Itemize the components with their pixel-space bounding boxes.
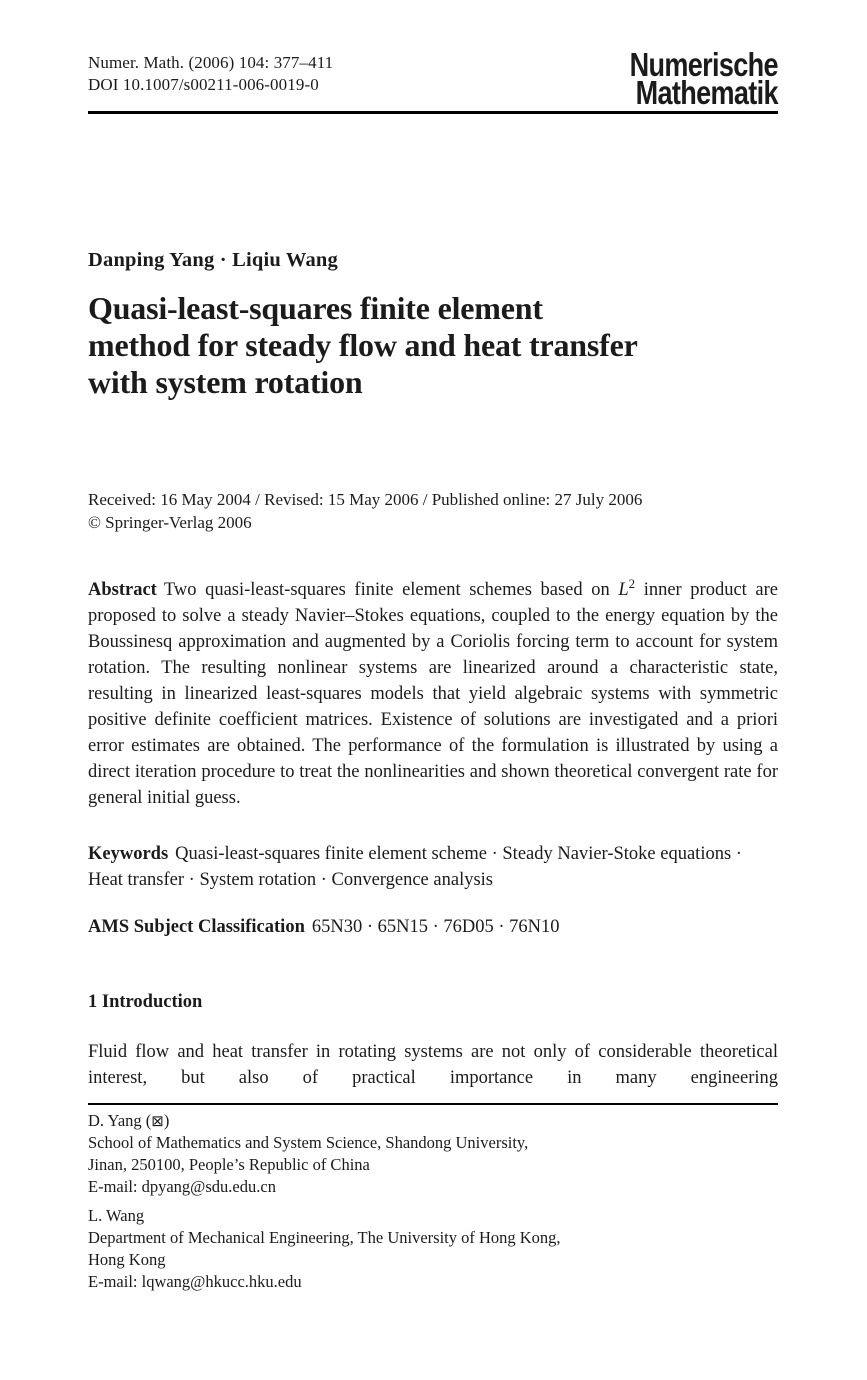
article-title-line1: Quasi-least-squares finite element: [88, 290, 543, 326]
article-title: [88, 290, 788, 401]
math-superscript-2: 2: [628, 575, 636, 591]
journal-logo-line1: Numerische: [629, 46, 778, 83]
abstract-paragraph: [88, 577, 778, 811]
ams-codes: 65N30 · 65N15 · 76D05 · 76N10: [311, 917, 560, 937]
footnote-affiliation-line: Department of Mechanical Engineering, The University of Hong Kong,: [88, 1228, 561, 1247]
section-1-paragraph: Fluid flow and heat transfer in rotating systems are not only of considerable theoretical interest, but also of practical importance in many engineering: [88, 1042, 778, 1088]
article-title-line3: with system rotation: [88, 364, 363, 400]
footnote-author-line: [88, 1110, 528, 1132]
abstract-label: Abstract: [88, 580, 157, 600]
section-1-heading: 1 Introduction: [88, 992, 203, 1012]
doi-line: DOI 10.1007/s00211-006-0019-0: [88, 75, 319, 94]
footnote-address-line: Jinan, 250100, People’s Republic of China: [88, 1155, 370, 1174]
keywords-label: Keywords: [88, 844, 169, 864]
footnote-email-line: E-mail: lqwang@hkucc.hku.edu: [88, 1272, 302, 1291]
journal-citation: Numer. Math. (2006) 104: 377–411: [88, 53, 334, 72]
keywords-text: Quasi-least-squares finite element scheme · Steady Navier-Stoke equations · Heat transfer · System rotation · Convergence analysis: [88, 844, 742, 890]
masthead-citation-block: [88, 52, 333, 96]
abstract-text-after-math: inner product are proposed to solve a steady Navier–Stokes equations, coupled to the energy equation by the Boussinesq approximation and augmented by a Coriolis forcing term to account for system rotation. The resulting nonlinear systems are linearized around a characteristic state, resulting in linearized least-squares models that yield algebraic systems with symmetric positive definite coefficient matrices. Existence of solutions are investigated and a priori error estimates are obtained. The performance of the formulation is illustrated by using a direct iteration procedure to treat the nonlinearities and shown theoretical convergent rate for general initial guess.: [88, 580, 779, 808]
journal-logo-line2: Mathematik: [635, 74, 778, 111]
footnote-corresponding-author: [88, 1110, 528, 1198]
footnote-affiliation-line: School of Mathematics and System Science, Shandong University,: [88, 1133, 529, 1152]
footnote-address-line: Hong Kong: [88, 1250, 166, 1269]
footnote-email-line: E-mail: dpyang@sdu.edu.cn: [88, 1177, 276, 1196]
footnote-author-name: L. Wang: [88, 1206, 145, 1225]
abstract-text-before-math: Two quasi-least-squares finite element schemes based on: [163, 580, 619, 600]
article-title-line2: method for steady flow and heat transfer: [88, 327, 638, 363]
footnote-second-author: [88, 1205, 561, 1293]
envelope-icon: ⊠: [151, 1112, 164, 1130]
footnote-author-name: D. Yang (: [88, 1111, 152, 1130]
copyright-line: © Springer-Verlag 2006: [88, 512, 252, 532]
ams-classification-line: [88, 914, 778, 940]
authors-line: Danping Yang · Liqiu Wang: [88, 249, 338, 271]
header-rule: [88, 111, 778, 114]
keywords-paragraph: [88, 841, 778, 893]
article-history: [88, 489, 642, 534]
footnote-author-paren: ): [163, 1111, 170, 1130]
math-symbol-L: L: [618, 580, 629, 600]
footnote-rule: [88, 1103, 778, 1105]
ams-label: AMS Subject Classification: [88, 917, 305, 937]
journal-logo: [629, 46, 778, 111]
received-line: Received: 16 May 2004 / Revised: 15 May 2006 / Published online: 27 July 2006: [88, 490, 643, 509]
